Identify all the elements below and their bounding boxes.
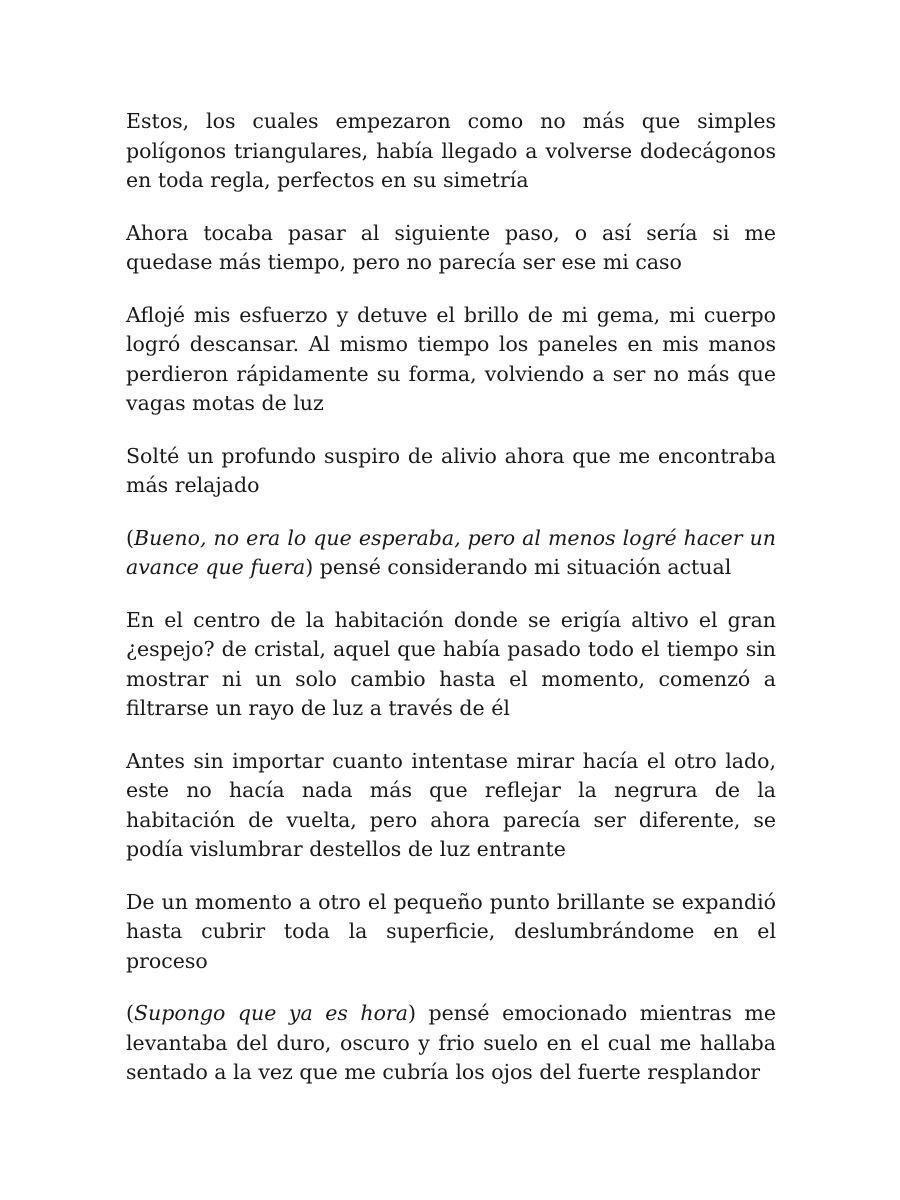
paragraph-8: De un momento a otro el pequeño punto brillante se expandió hasta cubrir toda la superficie, deslumbrándome en el proceso	[126, 889, 776, 973]
paragraph-3: Aflojé mis esfuerzo y detuve el brillo de mi gema, mi cuerpo logró descansar. Al mismo tiempo los paneles en mis manos perdieron rápidamente su forma, volviendo a ser no más que vagas motas de luz	[126, 302, 776, 415]
paragraph-6: En el centro de la habitación donde se erigía altivo el gran ¿espejo? de cristal, aquel que había pasado todo el tiempo sin mostrar ni un solo cambio hasta el momento, comenzó a filtrarse un rayo de luz a través de él	[126, 607, 776, 720]
paragraph-5-rest: ) pensé considerando mi situación actual	[305, 555, 732, 579]
paragraph-4: Solté un profundo suspiro de alivio ahora que me encontraba más relajado	[126, 443, 776, 497]
paragraph-5-thought: Bueno, no era lo que esperaba, pero al menos logré hacer un avance que fuera	[126, 525, 776, 579]
paragraph-1: Estos, los cuales empezaron como no más que simples polígonos triangulares, había llegado a volverse dodecágonos en toda regla, perfectos en su simetría	[126, 109, 776, 192]
paragraph-9-thought: Supongo que ya es hora	[134, 1001, 408, 1025]
paragraph-5-open: (	[126, 525, 134, 550]
paragraph-7: Antes sin importar cuanto intentase mirar hacía el otro lado, este no hacía nada más que reflejar la negrura de la habitación de vuelta, pero ahora parecía ser diferente, se podía vislumbrar destellos de luz entrante	[126, 748, 776, 861]
paragraph-9-rest: ) pensé emocionado mientras me levantaba del duro, oscuro y frio suelo en el cual me hallaba sentado a la vez que me cubría los ojos del fuerte resplandor	[126, 1001, 776, 1084]
paragraph-5	[126, 524, 776, 583]
paragraph-9	[126, 999, 776, 1088]
paragraph-2: Ahora tocaba pasar al siguiente paso, o así sería si me quedase más tiempo, pero no parecía ser ese mi caso	[126, 220, 776, 274]
document-page	[126, 107, 776, 1088]
paragraph-9-open: (	[126, 1001, 134, 1025]
